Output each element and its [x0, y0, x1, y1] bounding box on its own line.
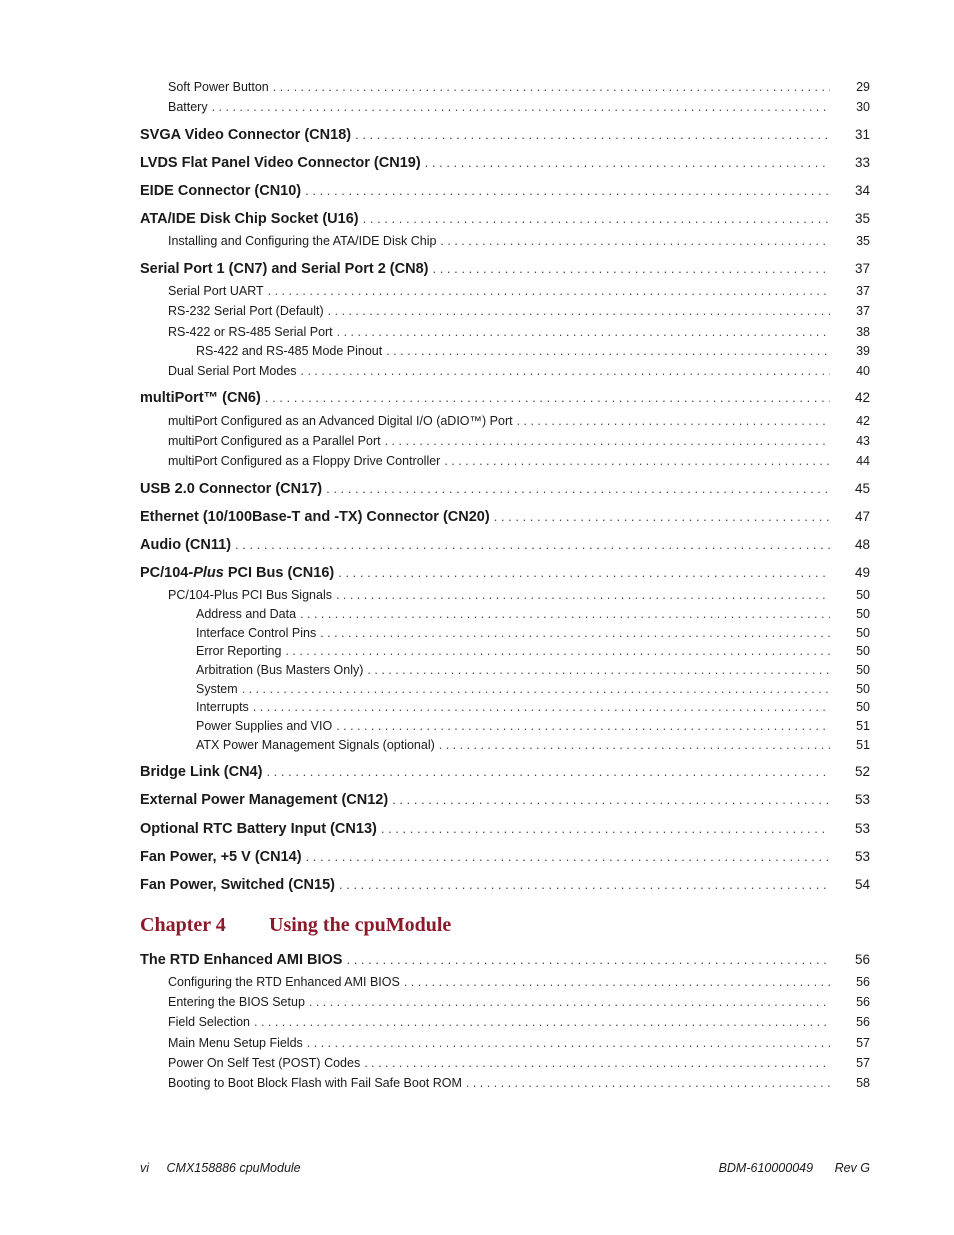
toc-entry-page: 35 [856, 234, 870, 248]
toc-entry-page: 56 [856, 995, 870, 1009]
toc-entry-title: multiPort™ (CN6) [140, 390, 261, 406]
toc-entry-page: 37 [856, 304, 870, 318]
toc-entry-page: 47 [854, 509, 870, 524]
toc-entry-title: System [196, 682, 238, 696]
dot-leader [367, 663, 830, 677]
toc-entry-title: Fan Power, +5 V (CN14) [140, 849, 302, 865]
dot-leader [346, 952, 830, 967]
toc-entry[interactable] [0, 481, 954, 501]
dot-leader [338, 565, 830, 580]
toc-entry-page: 50 [856, 682, 870, 696]
toc-entry-title: Interrupts [196, 700, 249, 714]
toc-entry[interactable] [0, 700, 954, 720]
dot-leader [339, 877, 830, 892]
toc-entry-title: Audio (CN11) [140, 537, 232, 553]
toc-entry-title: ATX Power Management Signals (optional) [196, 738, 435, 752]
toc-entry-page: 52 [854, 764, 870, 779]
toc-entry-page: 30 [856, 100, 870, 114]
chapter-number: Chapter 4 [140, 914, 226, 936]
dot-leader [466, 1076, 830, 1090]
dot-leader [268, 284, 830, 298]
dot-leader [363, 211, 830, 226]
toc-entry[interactable] [0, 607, 954, 627]
toc-entry[interactable] [0, 211, 954, 231]
toc-entry-title: Address and Data [196, 607, 297, 621]
dot-leader [336, 588, 830, 602]
toc-entry-page: 45 [854, 481, 870, 496]
toc-entry-title: Configuring the RTD Enhanced AMI BIOS [168, 975, 400, 989]
toc-entry-page: 57 [856, 1036, 870, 1050]
toc-entry[interactable] [0, 849, 954, 869]
toc-entry-title: Interface Control Pins [196, 626, 317, 640]
dot-leader [212, 100, 830, 114]
toc-entry-page: 43 [856, 434, 870, 448]
toc-entry[interactable] [0, 682, 954, 702]
dot-leader [355, 127, 830, 142]
dot-leader [307, 1036, 830, 1050]
chapter-title: Using the cpuModule [269, 914, 452, 936]
toc-entry[interactable] [0, 325, 954, 345]
toc-entry-page: 50 [856, 663, 870, 677]
page-footer [140, 1161, 870, 1175]
toc-entry[interactable] [0, 626, 954, 646]
toc-entry-title: RS-232 Serial Port (Default) [168, 304, 324, 318]
toc-entry-title: PC/104-Plus PCI Bus (CN16) [140, 565, 335, 581]
toc-entry[interactable] [0, 100, 954, 120]
dot-leader [266, 764, 830, 779]
dot-leader [494, 509, 830, 524]
toc-entry-title: Field Selection [168, 1015, 250, 1029]
toc-entry-title: USB 2.0 Connector (CN17) [140, 481, 323, 497]
dot-leader [328, 304, 830, 318]
dot-leader [301, 364, 830, 378]
toc-entry-title: Entering the BIOS Setup [168, 995, 305, 1009]
dot-leader [254, 1015, 830, 1029]
toc-entry-title: Serial Port UART [168, 284, 264, 298]
toc-entry-title: ATA/IDE Disk Chip Socket (U16) [140, 211, 359, 227]
toc-entry-title: LVDS Flat Panel Video Connector (CN19) [140, 155, 421, 171]
toc-entry-page: 33 [854, 155, 870, 170]
toc-entry[interactable] [0, 952, 954, 972]
toc-entry[interactable] [0, 183, 954, 203]
toc-entry[interactable] [0, 261, 954, 281]
toc-entry[interactable] [0, 995, 954, 1015]
toc-entry-page: 37 [854, 261, 870, 276]
toc-entry[interactable] [0, 1036, 954, 1056]
toc-entry-page: 29 [856, 80, 870, 94]
toc-entry-page: 49 [854, 565, 870, 580]
toc-entry-title: Fan Power, Switched (CN15) [140, 877, 335, 893]
toc-entry[interactable] [0, 738, 954, 758]
dot-leader [439, 738, 830, 752]
toc-entry-title: Dual Serial Port Modes [168, 364, 297, 378]
dot-leader [273, 80, 830, 94]
dot-leader [285, 644, 830, 658]
toc-entry-page: 35 [854, 211, 870, 226]
toc-entry[interactable] [0, 454, 954, 474]
dot-leader [432, 261, 830, 276]
toc-entry-title: EIDE Connector (CN10) [140, 183, 302, 199]
toc-entry-title: Soft Power Button [168, 80, 269, 94]
toc-entry[interactable] [0, 509, 954, 529]
toc-entry[interactable] [0, 284, 954, 304]
toc-entry[interactable] [0, 588, 954, 608]
toc-entry[interactable] [0, 663, 954, 683]
toc-entry-title: RS-422 or RS-485 Serial Port [168, 325, 333, 339]
toc-entry-title: Battery [168, 100, 208, 114]
toc-entry-page: 50 [856, 644, 870, 658]
toc-entry[interactable] [0, 155, 954, 175]
dot-leader [305, 183, 830, 198]
dot-leader [242, 682, 830, 696]
toc-entry-title: multiPort Configured as a Floppy Drive Controller [168, 454, 441, 468]
dot-leader [404, 975, 830, 989]
dot-leader [386, 344, 830, 358]
toc-entry-title: Arbitration (Bus Masters Only) [196, 663, 364, 677]
dot-leader [320, 626, 830, 640]
toc-entry-page: 51 [856, 738, 870, 752]
toc-entry-title: Bridge Link (CN4) [140, 764, 263, 780]
footer-product-name: CMX158886 cpuModule [166, 1161, 301, 1175]
dot-leader [309, 995, 830, 1009]
dot-leader [336, 719, 830, 733]
toc-entry-page: 51 [856, 719, 870, 733]
toc-entry[interactable] [0, 565, 954, 585]
footer-revision: Rev G [834, 1161, 870, 1175]
toc-entry-title: Booting to Boot Block Flash with Fail Safe Boot ROM [168, 1076, 462, 1090]
toc-entry-page: 40 [856, 364, 870, 378]
footer-doc-number: BDM-610000049 [718, 1161, 814, 1175]
toc-entry-page: 39 [856, 344, 870, 358]
dot-leader [381, 821, 830, 836]
chapter-heading [140, 914, 451, 937]
toc-entry-title: Serial Port 1 (CN7) and Serial Port 2 (CN8) [140, 261, 429, 277]
dot-leader [364, 1056, 830, 1070]
toc-entry[interactable] [0, 304, 954, 324]
toc-entry[interactable] [0, 719, 954, 739]
dot-leader [385, 434, 830, 448]
dot-leader [326, 481, 830, 496]
toc-entry-page: 53 [854, 792, 870, 807]
toc-entry-page: 50 [856, 626, 870, 640]
toc-entry-title: Power On Self Test (POST) Codes [168, 1056, 361, 1070]
dot-leader [440, 234, 830, 248]
toc-entry-title: SVGA Video Connector (CN18) [140, 127, 352, 143]
toc-entry-page: 54 [854, 877, 870, 892]
toc-entry-page: 57 [856, 1056, 870, 1070]
footer-page-number: vi [140, 1161, 150, 1175]
toc-entry[interactable] [0, 792, 954, 812]
toc-entry-page: 42 [854, 390, 870, 405]
dot-leader [517, 414, 830, 428]
toc-entry[interactable] [0, 821, 954, 841]
toc-entry-title: External Power Management (CN12) [140, 792, 389, 808]
toc-entry-title: RS-422 and RS-485 Mode Pinout [196, 344, 383, 358]
toc-entry-title: multiPort Configured as an Advanced Digital I/O (aDIO™) Port [168, 414, 513, 428]
dot-leader [306, 849, 830, 864]
toc-entry-title: Optional RTC Battery Input (CN13) [140, 821, 377, 837]
toc-entry[interactable] [0, 877, 954, 897]
toc-entry-page: 56 [856, 975, 870, 989]
toc-entry-page: 44 [856, 454, 870, 468]
toc-entry-page: 31 [854, 127, 870, 142]
toc-entry[interactable] [0, 537, 954, 557]
dot-leader [265, 390, 830, 405]
toc-entry[interactable] [0, 1056, 954, 1076]
toc-entry-title: Ethernet (10/100Base-T and -TX) Connector (CN20) [140, 509, 490, 525]
toc-entry[interactable] [0, 434, 954, 454]
toc-entry-title: Main Menu Setup Fields [168, 1036, 303, 1050]
dot-leader [253, 700, 830, 714]
toc-entry-page: 34 [854, 183, 870, 198]
dot-leader [425, 155, 830, 170]
toc-entry-page: 56 [854, 952, 870, 967]
toc-entry[interactable] [0, 80, 954, 100]
toc-entry[interactable] [0, 764, 954, 784]
toc-entry-page: 58 [856, 1076, 870, 1090]
toc-entry-page: 53 [854, 821, 870, 836]
toc-entry[interactable] [0, 127, 954, 147]
toc-entry[interactable] [0, 1015, 954, 1035]
toc-entry[interactable] [0, 364, 954, 384]
toc-entry-title: The RTD Enhanced AMI BIOS [140, 952, 343, 968]
toc-entry-title: PC/104-Plus PCI Bus Signals [168, 588, 332, 602]
toc-entry-page: 37 [856, 284, 870, 298]
toc-entry-title: Power Supplies and VIO [196, 719, 333, 733]
dot-leader [300, 607, 830, 621]
toc-entry-title: Error Reporting [196, 644, 282, 658]
toc-entry[interactable] [0, 344, 954, 364]
dot-leader [337, 325, 830, 339]
toc-entry[interactable] [0, 234, 954, 254]
toc-entry-page: 42 [856, 414, 870, 428]
dot-leader [444, 454, 830, 468]
toc-entry[interactable] [0, 1076, 954, 1096]
toc-entry-page: 53 [854, 849, 870, 864]
dot-leader [235, 537, 830, 552]
toc-entry-page: 38 [856, 325, 870, 339]
toc-entry[interactable] [0, 414, 954, 434]
toc-entry-page: 50 [856, 607, 870, 621]
dot-leader [392, 792, 830, 807]
toc-entry[interactable] [0, 975, 954, 995]
toc-entry-title: Installing and Configuring the ATA/IDE Disk Chip [168, 234, 437, 248]
toc-entry[interactable] [0, 390, 954, 410]
toc-entry[interactable] [0, 644, 954, 664]
toc-entry-page: 50 [856, 700, 870, 714]
toc-entry-page: 48 [854, 537, 870, 552]
toc-entry-title: multiPort Configured as a Parallel Port [168, 434, 381, 448]
toc-entry-page: 56 [856, 1015, 870, 1029]
toc-entry-page: 50 [856, 588, 870, 602]
